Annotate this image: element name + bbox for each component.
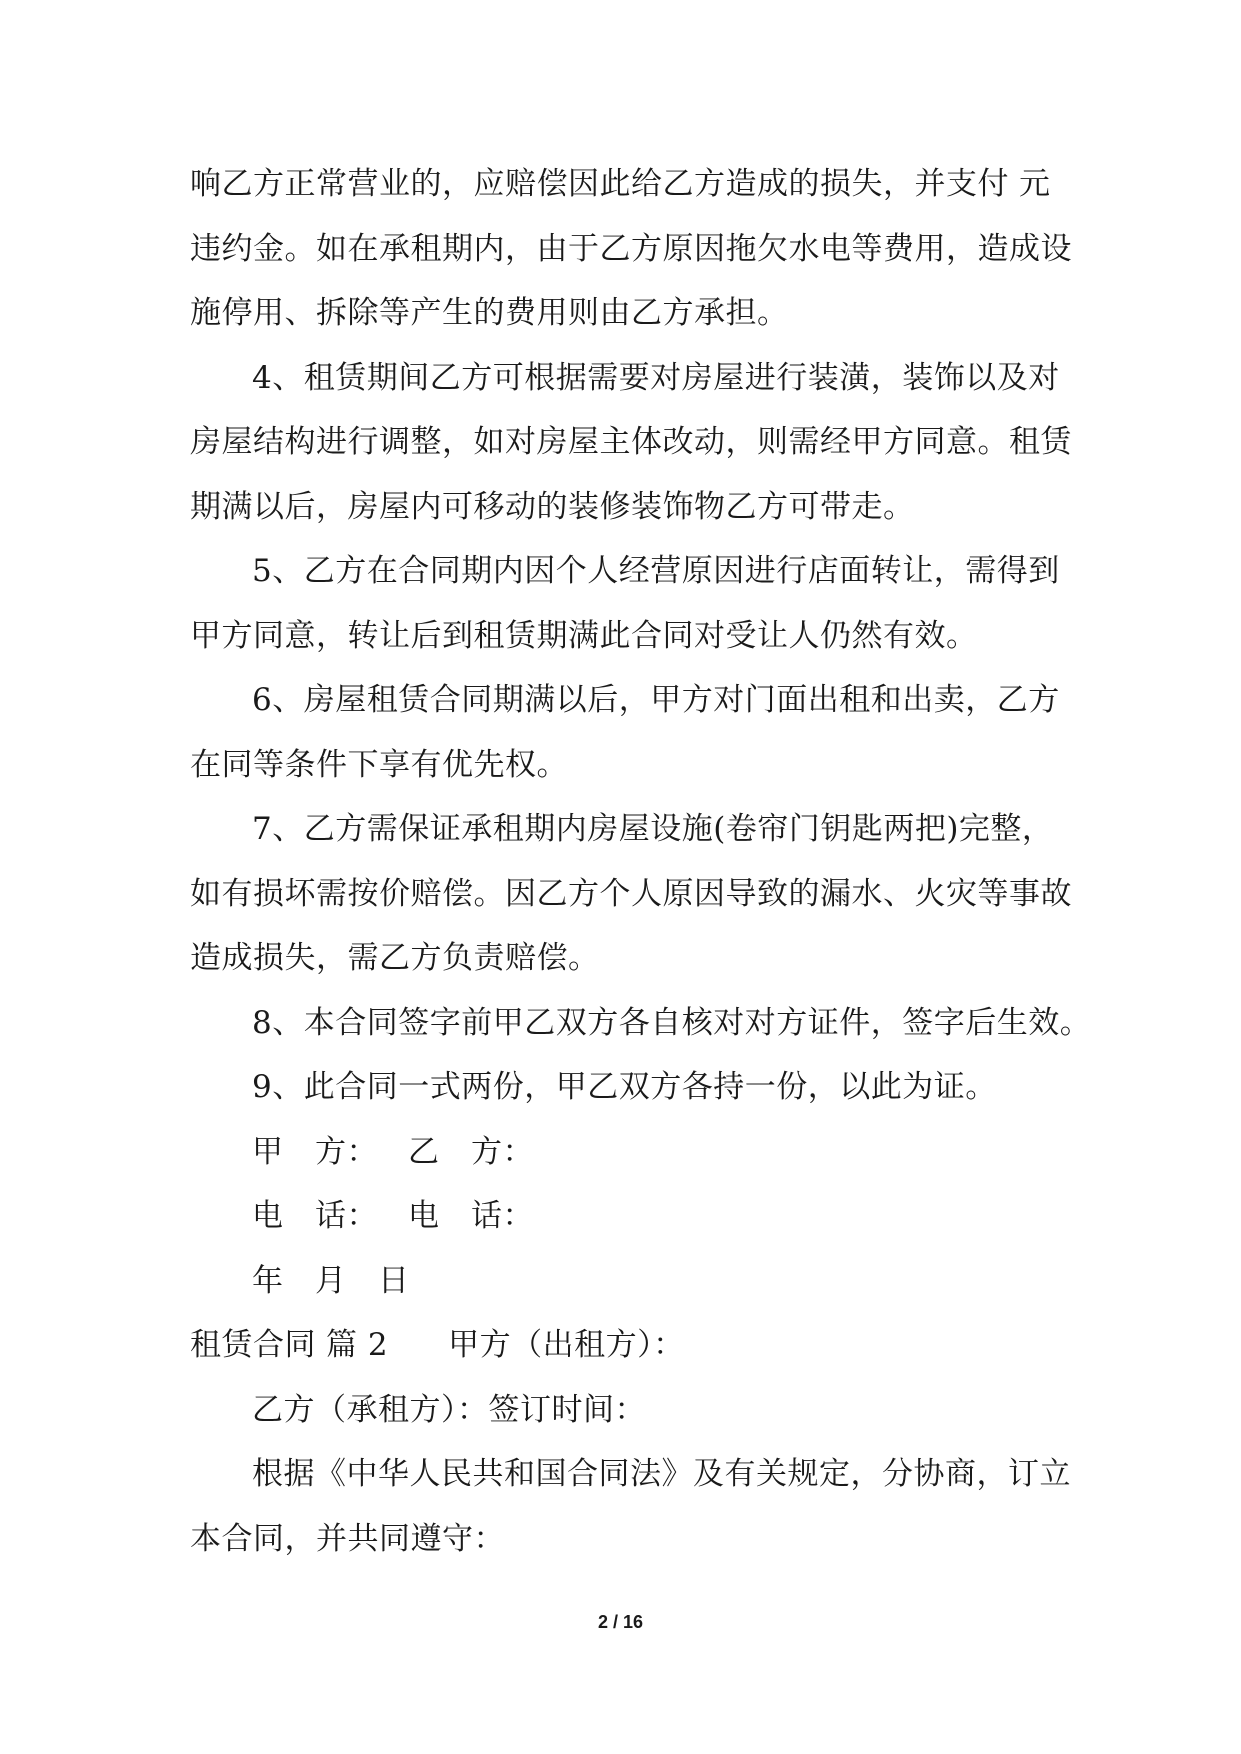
paragraph-line bbox=[190, 152, 1070, 217]
paragraph-line: 房屋结构进行调整，如对房屋主体改动，则需经甲方同意。租赁 bbox=[190, 424, 1072, 460]
section-chapter: 篇 2 bbox=[326, 1327, 389, 1363]
paragraph-line: 造成损失，需乙方负责赔偿。 bbox=[190, 940, 600, 976]
clause-9-line: 9、此合同一式两份，甲乙双方各持一份，以此为证。 bbox=[252, 1069, 997, 1105]
intro-line: 根据《中华人民共和国合同法》及有关规定，分协商，订立 bbox=[252, 1456, 1071, 1492]
paragraph-line: 期满以后，房屋内可移动的装修装饰物乙方可带走。 bbox=[190, 488, 915, 525]
clause-6-line: 6、房屋租赁合同期满以后，甲方对门面出租和出卖，乙方 bbox=[252, 682, 1060, 718]
phone-a-label: 电 话： bbox=[252, 1198, 378, 1234]
paragraph-line: 在同等条件下享有优先权。 bbox=[190, 746, 568, 783]
clause-5-line: 5、乙方在合同期内因个人经营原因进行店面转让，需得到 bbox=[252, 553, 1060, 589]
signature-parties bbox=[190, 1120, 1070, 1185]
section-title: 租赁合同 bbox=[190, 1327, 316, 1363]
document-body bbox=[190, 152, 1092, 1571]
paragraph-line: 甲方同意，转让后到租赁期满此合同对受让人仍然有效。 bbox=[190, 617, 978, 654]
text-span: 元 bbox=[1019, 166, 1051, 202]
party-a-label: 甲 方： bbox=[252, 1133, 378, 1170]
clause-8-line: 8、本合同签字前甲乙双方各自核对对方证件，签字后生效。 bbox=[252, 1004, 1092, 1041]
clause-7-line: 7、乙方需保证承租期内房屋设施(卷帘门钥匙两把)完整， bbox=[252, 811, 1054, 847]
phone-b-label: 电 话： bbox=[408, 1198, 534, 1234]
paragraph-line: 如有损坏需按价赔偿。因乙方个人原因导致的漏水、火灾等事故 bbox=[190, 875, 1072, 912]
signature-phones bbox=[190, 1184, 1070, 1249]
page-number: 2 / 16 bbox=[597, 1612, 644, 1632]
paragraph-line: 施停用、拆除等产生的费用则由乙方承担。 bbox=[190, 295, 789, 331]
party-b-label: 乙 方： bbox=[408, 1133, 534, 1170]
lessee-line: 乙方（承租方）：签订时间： bbox=[252, 1391, 646, 1428]
intro-line: 本合同，并共同遵守： bbox=[190, 1520, 505, 1557]
text-span: 响乙方正常营业的，应赔偿因此给乙方造成的损失，并支付 bbox=[190, 166, 1009, 202]
clause-4-line: 4、租赁期间乙方可根据需要对房屋进行装潢，装饰以及对 bbox=[252, 359, 1060, 396]
section-2-heading bbox=[190, 1313, 1070, 1378]
lessor-label: 甲方（出租方）： bbox=[448, 1327, 685, 1363]
signature-date: 年 月 日 bbox=[252, 1262, 410, 1299]
paragraph-line: 违约金。如在承租期内，由于乙方原因拖欠水电等费用，造成设 bbox=[190, 230, 1072, 267]
